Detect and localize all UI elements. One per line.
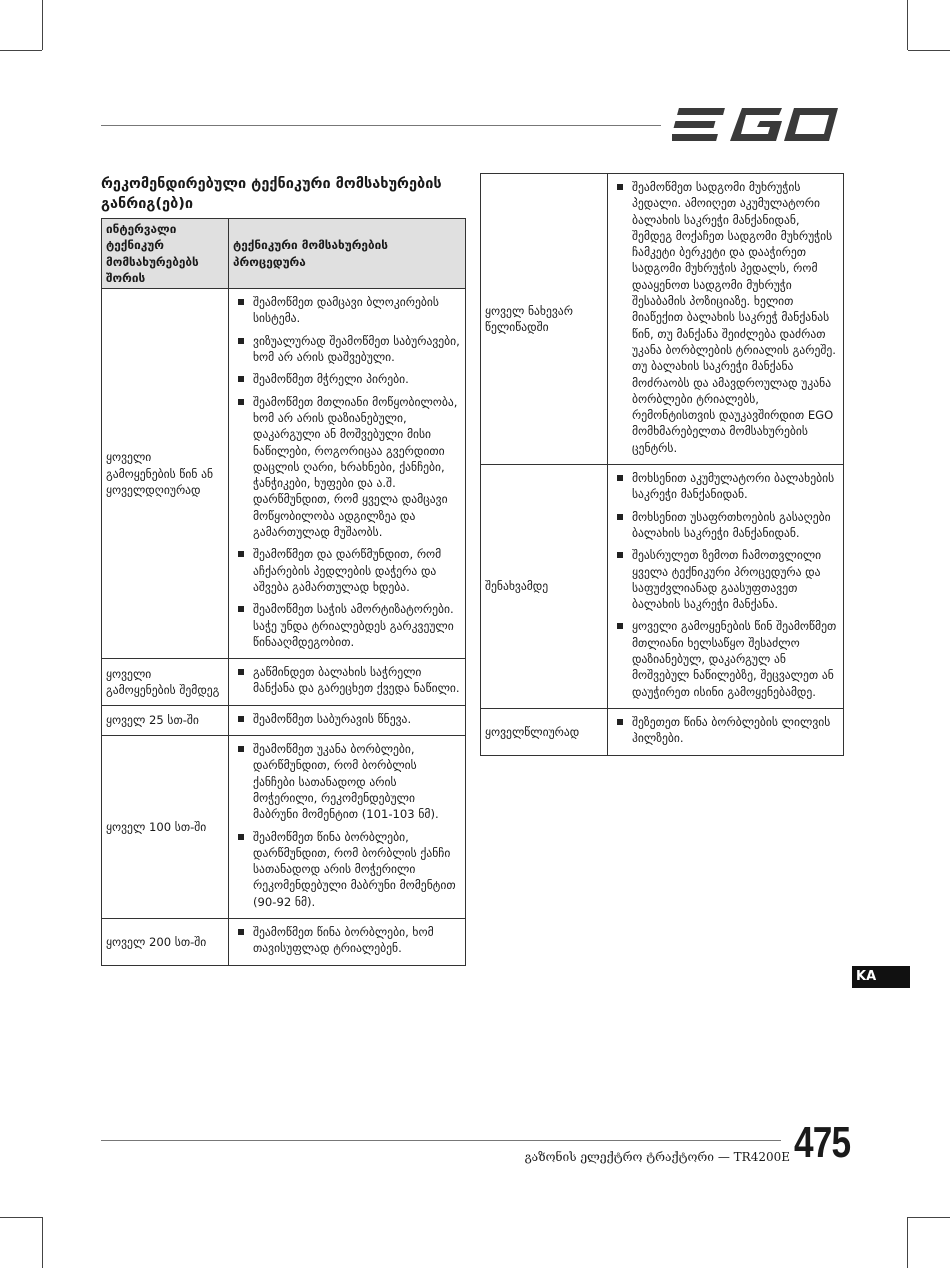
list-item: შეამოწმეთ და დარწმუნდით, რომ აჩქარების პედლების დაჭერა და აშვება გამართულად ხდება. (233, 546, 461, 595)
list-item: ვიზუალურად შეამოწმეთ საბურავები, ხომ არ არის დაშვებული. (233, 333, 461, 366)
maintenance-table-right (480, 173, 844, 756)
crop-mark (0, 1217, 42, 1218)
table-row (102, 918, 466, 965)
list-item: შეამოწმეთ დამცავი ბლოკირების სისტემა. (233, 294, 461, 327)
interval-cell: ყოველწლიურად (481, 708, 608, 755)
crop-mark (907, 0, 908, 50)
crop-mark (908, 1217, 950, 1218)
list-item: შეასრულეთ ზემოთ ჩამოთვლილი ყველა ტექნიკური პროცედურა და საფუძვლიანად გაასუფთავეთ ბალახის საკრეჭი მანქანა. (612, 547, 839, 612)
footer-rule (101, 1140, 781, 1141)
list-item: შეამოწმეთ წინა ბორბლები, ხომ თავისუფლად ტრიალებენ. (233, 924, 461, 957)
list-item: შეამოწმეთ საჭის ამორტიზატორები. საჭე უნდა ტრიალებდეს გარკვეული წინააღმდეგობით. (233, 601, 461, 650)
interval-cell: შენახვამდე (481, 465, 608, 709)
header-interval: ინტერვალი ტექნიკურ მომსახურებებს შორის (102, 219, 229, 289)
list-item: შეამოწმეთ წინა ბორბლები, დარწმუნდით, რომ ბორბლის ქანჩი სათანადოდ არის მოჭერილი რეკომენდებული მაბრუნი მომენტით (90-92 ნმ). (233, 829, 461, 910)
list-item: შეამოწმეთ უკანა ბორბლები, დარწმუნდით, რომ ბორბლის ქანჩები სათანადოდ არის მოჭერილი, რეკომენდებული მაბრუნი მომენტით (101-103 ნმ). (233, 741, 461, 822)
list-item: გაწმინდეთ ბალახის საჭრელი მანქანა და გარეცხეთ ქვედა ნაწილი. (233, 664, 461, 697)
crop-mark (0, 50, 42, 51)
table-row (481, 465, 844, 709)
list-item: მოხსენით აკუმულატორი ბალახების საკრეჭი მანქანიდან. (612, 470, 839, 503)
interval-cell: ყოველ ნახევარ წელიწადში (481, 174, 608, 465)
crop-mark (42, 1217, 43, 1268)
interval-cell: ყოველი გამოყენების წინ ან ყოველდღიურად (102, 289, 229, 659)
table-row (102, 705, 466, 735)
crop-mark (42, 0, 43, 50)
header-procedure: ტექნიკური მომსახურების პროცედურა (229, 219, 466, 289)
language-tab: KA (852, 966, 910, 988)
table-row (481, 174, 844, 465)
list-item: შეამოწმეთ მთლიანი მოწყობილობა, ხომ არ არის დაზიანებული, დაკარგული ან მოშვებული მისი ნაწილები, როგორიცაა გვერდითი დაცლის ღარი, ხრახნები, ქანჩები, ჭანჭიკები, ხუფები და ა.შ. დარწმუნდით, რომ ყველა დამცავი მოწყობილობა ადგილზეა და გამართულად მუშაობს. (233, 394, 461, 541)
interval-cell: ყოველ 25 სთ-ში (102, 705, 229, 735)
ego-logo (672, 104, 844, 144)
header-rule (101, 125, 661, 126)
interval-cell: ყოველ 100 სთ-ში (102, 736, 229, 919)
table-row (102, 736, 466, 919)
interval-cell: ყოველი გამოყენების შემდეგ (102, 659, 229, 706)
table-header-row (102, 219, 466, 289)
maintenance-table-left (101, 218, 466, 966)
table-row (102, 659, 466, 706)
list-item: ყოველი გამოყენების წინ შეამოწმეთ მთლიანი ხელსაწყო შესაძლო დაზიანებულ, დაკარგულ ან მოშვებულ ნაწილებზე, შეცვალეთ ან დაუჭირეთ ისინი გამოყენებამდე. (612, 618, 839, 699)
table-row (481, 708, 844, 755)
list-item: შეამოწმეთ სადგომი მუხრუჭის პედალი. ამოიღეთ აკუმულატორი ბალახის საკრეჭი მანქანიდან, შემდეგ მოქაჩეთ სადგომი მუხრუჭის ჩამკეტი ბერკეტი და დააჭირეთ სადგომი მუხრუჭის პედალს, რომ დააყენოთ სადგომი მუხრუჭი შესაბამის პოზიციაზე. ხელით მიაწექით ბალახის საკრეჭ მანქანას წინ, თუ მანქანა შეიძლება დაძრათ უკანა ბორბლების ტრიალის გარეშე. თუ ბალახის საკრეჭი მანქანა მოძრაობს და ამავდროულად უკანა ბორბლები ტრიალებს, რემონტისთვის დაუკავშირდით EGO მომხმარებელთა მომსახურების ცენტრს. (612, 179, 839, 456)
page-title: რეკომენდირებული ტექნიკური მომსახურების განრიგ(ებ)ი (101, 176, 442, 212)
list-item: შეზეთეთ წინა ბორბლების ლილვის ჰილზები. (612, 714, 839, 747)
table-row (102, 289, 466, 659)
interval-cell: ყოველ 200 სთ-ში (102, 918, 229, 965)
page-number: 475 (794, 1118, 851, 1167)
list-item: მოხსენით უსაფრთხოების გასაღები ბალახის საკრეჭი მანქანიდან. (612, 509, 839, 542)
crop-mark (907, 1217, 908, 1268)
list-item: შეამოწმეთ საბურავის წნევა. (233, 711, 461, 727)
list-item: შეამოწმეთ მჭრელი პირები. (233, 371, 461, 387)
footer-product-name: გაზონის ელექტრო ტრაქტორი — TR4200E (524, 1150, 790, 1164)
crop-mark (908, 50, 950, 51)
